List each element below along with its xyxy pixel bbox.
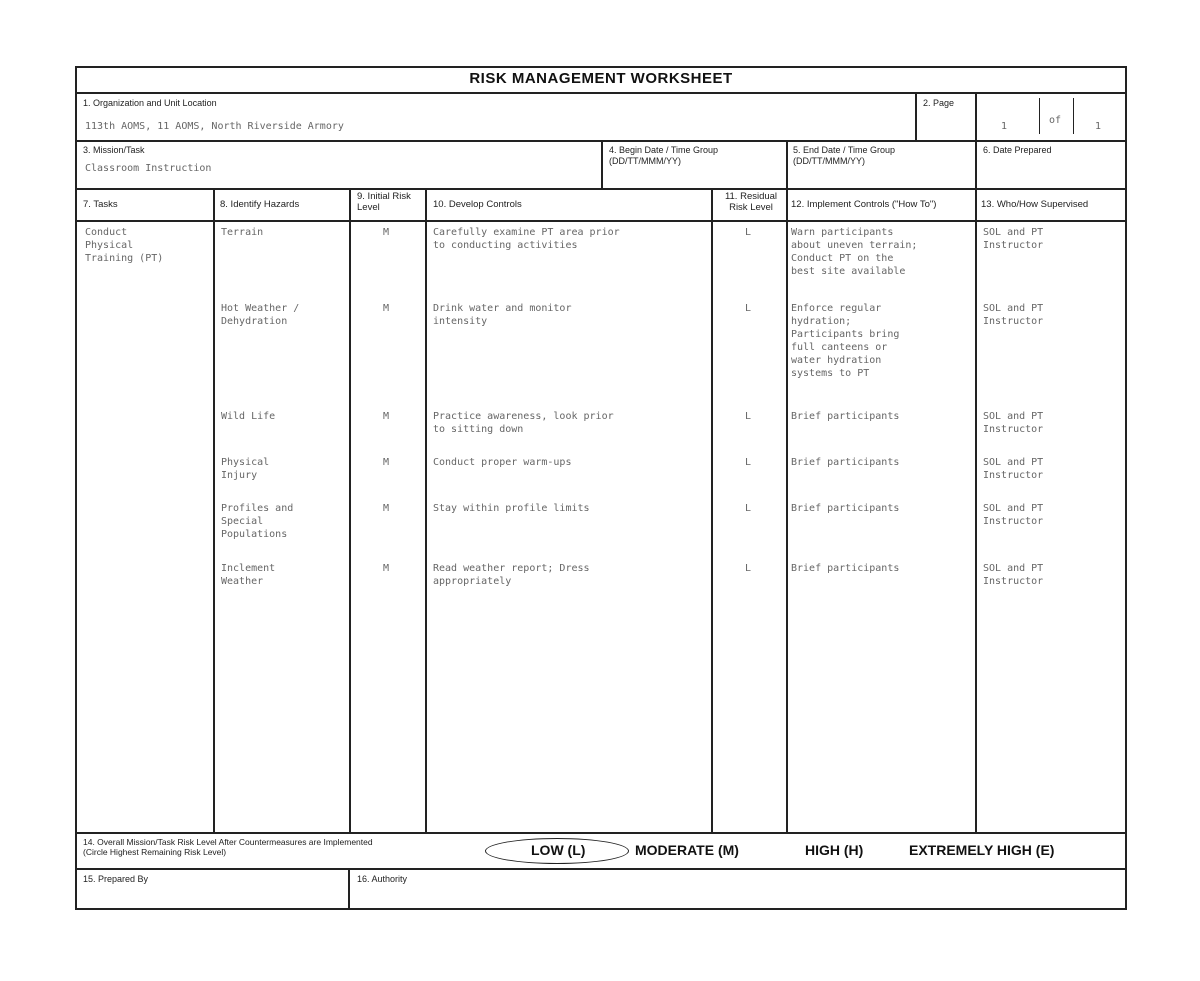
supervise-cell: SOL and PT Instructor	[983, 503, 1044, 527]
divider	[786, 140, 788, 188]
hazard-cell: Wild Life	[221, 411, 276, 422]
initial-risk-cell: M	[383, 303, 390, 314]
residual-risk-cell: L	[745, 563, 752, 574]
initial-risk-cell: M	[383, 227, 390, 238]
initial-risk-cell: M	[383, 457, 390, 468]
supervise-cell: SOL and PT Instructor	[983, 563, 1044, 587]
divider	[786, 188, 788, 832]
risk-option-high[interactable]: HIGH (H)	[805, 842, 864, 858]
residual-risk-cell: L	[745, 457, 752, 468]
control-cell: Stay within profile limits	[433, 503, 590, 514]
divider	[77, 220, 1125, 222]
col-header-controls: 10. Develop Controls	[433, 199, 522, 210]
divider	[349, 188, 351, 832]
org-value: 113th AOMS, 11 AOMS, North Riverside Armory	[85, 121, 344, 132]
col-header-implement: 12. Implement Controls ("How To")	[791, 199, 937, 210]
divider	[77, 188, 1125, 190]
divider	[77, 868, 1125, 870]
end-date-format: (DD/TT/MMM/YY)	[793, 156, 865, 166]
divider	[425, 188, 427, 832]
risk-option-low[interactable]: LOW (L)	[531, 842, 586, 858]
implement-cell: Brief participants	[791, 503, 900, 514]
divider	[711, 188, 713, 832]
col-header-hazards: 8. Identify Hazards	[220, 199, 300, 210]
task-cell: Conduct Physical Training (PT)	[85, 227, 164, 264]
implement-cell: Enforce regular hydration; Participants bring full canteens or water hydration systems to PT	[791, 303, 900, 379]
divider	[1073, 98, 1074, 134]
supervise-cell: SOL and PT Instructor	[983, 303, 1044, 327]
page-of: of	[1049, 115, 1062, 126]
residual-risk-cell: L	[745, 303, 752, 314]
supervise-cell: SOL and PT Instructor	[983, 457, 1044, 481]
begin-date-label: 4. Begin Date / Time Group	[609, 145, 719, 155]
page-number: 1	[1001, 121, 1008, 132]
supervise-cell: SOL and PT Instructor	[983, 227, 1044, 251]
authority-label: 16. Authority	[357, 874, 408, 884]
hazard-cell: Hot Weather / Dehydration	[221, 303, 300, 327]
control-cell: Carefully examine PT area prior to conducting activities	[433, 227, 620, 251]
divider	[348, 868, 350, 910]
col-header-residual-risk: 11. Residual Risk Level	[724, 191, 778, 213]
control-cell: Practice awareness, look prior to sitting down	[433, 411, 614, 435]
implement-cell: Warn participants about uneven terrain; Conduct PT on the best site available	[791, 227, 918, 277]
worksheet-title: RISK MANAGEMENT WORKSHEET	[469, 70, 733, 87]
control-cell: Read weather report; Dress appropriately	[433, 563, 590, 587]
org-label: 1. Organization and Unit Location	[83, 98, 217, 108]
risk-management-worksheet	[75, 66, 1127, 910]
overall-risk-label: 14. Overall Mission/Task Risk Level After Countermeasures are Implemented (Circle Highest Remaining Risk Level)	[83, 837, 373, 857]
col-header-initial-risk: 9. Initial Risk Level	[357, 191, 411, 213]
begin-date-format: (DD/TT/MMM/YY)	[609, 156, 681, 166]
divider	[601, 140, 603, 188]
supervise-cell: SOL and PT Instructor	[983, 411, 1044, 435]
risk-option-extremely-high[interactable]: EXTREMELY HIGH (E)	[909, 842, 1055, 858]
end-date-label: 5. End Date / Time Group	[793, 145, 896, 155]
divider	[1039, 98, 1040, 134]
risk-option-moderate[interactable]: MODERATE (M)	[635, 842, 739, 858]
divider	[915, 92, 917, 140]
divider	[77, 832, 1125, 834]
control-cell: Drink water and monitor intensity	[433, 303, 572, 327]
page-label: 2. Page	[923, 98, 955, 108]
date-prepared-label: 6. Date Prepared	[983, 145, 1052, 155]
mission-value: Classroom Instruction	[85, 163, 212, 174]
residual-risk-cell: L	[745, 503, 752, 514]
control-cell: Conduct proper warm-ups	[433, 457, 572, 468]
divider	[77, 92, 1125, 94]
implement-cell: Brief participants	[791, 457, 900, 468]
divider	[975, 92, 977, 140]
initial-risk-cell: M	[383, 563, 390, 574]
hazard-cell: Inclement Weather	[221, 563, 276, 587]
hazard-cell: Physical Injury	[221, 457, 270, 481]
hazard-cell: Profiles and Special Populations	[221, 503, 294, 540]
col-header-supervised: 13. Who/How Supervised	[981, 199, 1089, 210]
page-total: 1	[1095, 121, 1102, 132]
implement-cell: Brief participants	[791, 411, 900, 422]
prepared-by-label: 15. Prepared By	[83, 874, 149, 884]
divider	[975, 140, 977, 188]
initial-risk-cell: M	[383, 503, 390, 514]
divider	[213, 188, 215, 832]
initial-risk-cell: M	[383, 411, 390, 422]
mission-label: 3. Mission/Task	[83, 145, 145, 155]
residual-risk-cell: L	[745, 411, 752, 422]
col-header-tasks: 7. Tasks	[83, 199, 118, 210]
implement-cell: Brief participants	[791, 563, 900, 574]
divider	[975, 188, 977, 832]
residual-risk-cell: L	[745, 227, 752, 238]
hazard-cell: Terrain	[221, 227, 264, 238]
